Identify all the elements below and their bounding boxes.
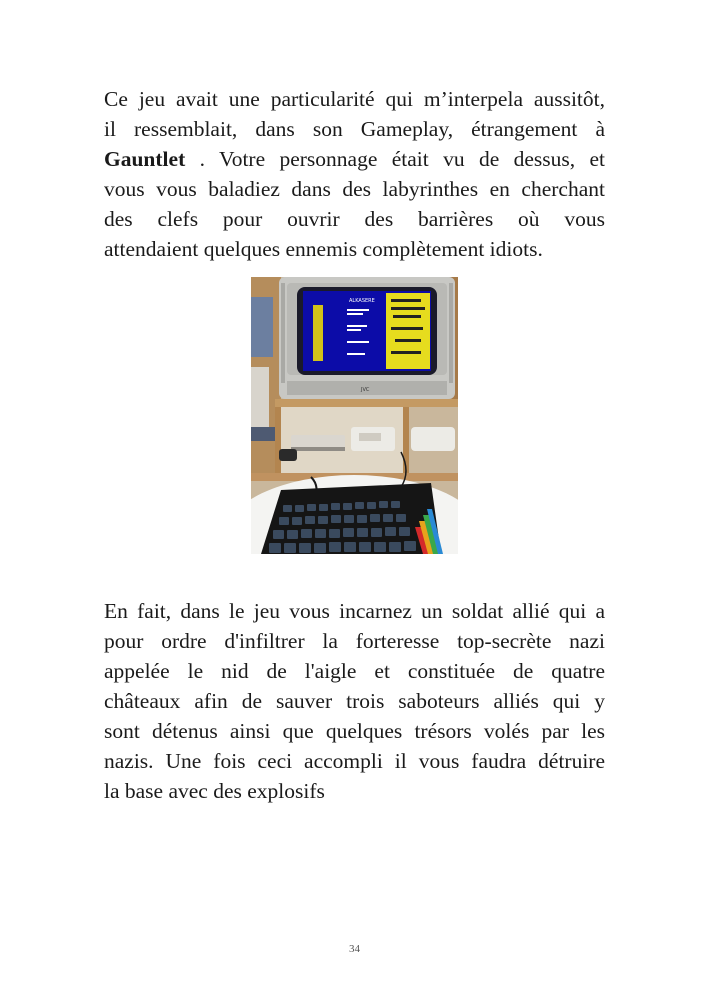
text-line: vous vous baladiez dans des labyrinthes en cherchant <box>104 177 605 201</box>
text-line: des clefs pour ouvrir des barrières où vous <box>104 207 605 231</box>
text-line: il ressemblait, dans son Gameplay, étrangement à <box>104 117 605 141</box>
text-line: pour ordre d'infiltrer la forteresse top-secrète nazi <box>104 629 605 653</box>
text-line: attendaient quelques ennemis complètement idiots. <box>104 237 543 261</box>
screen-title: ALKASERE <box>349 298 375 304</box>
text-line: appelée le nid de l'aigle et constituée de quatre <box>104 659 605 683</box>
game-title-gauntlet: Gauntlet <box>104 147 186 171</box>
tv-icon <box>279 277 455 399</box>
photo-zx-spectrum-setup <box>251 277 458 554</box>
text-line: nazis. Une fois ceci accompli il vous faudra détruire <box>104 749 605 773</box>
text-line: châteaux afin de sauver trois saboteurs alliés qui y <box>104 689 605 713</box>
text-line: la base avec des explosifs <box>104 779 325 803</box>
paragraph-story <box>104 596 605 806</box>
text-line: En fait, dans le jeu vous incarnez un soldat allié qui a <box>104 599 605 623</box>
page-number: 34 <box>349 943 360 955</box>
text-line: Ce jeu avait une particularité qui m’interpela aussitôt, <box>104 87 605 111</box>
keyboard-icon <box>261 483 443 554</box>
paragraph-intro <box>104 84 605 264</box>
text-line: sont détenus ainsi que quelques trésors volés par les <box>104 719 605 743</box>
tv-brand: JVC <box>361 387 370 393</box>
text-line: Gauntlet . Votre personnage était vu de dessus, et <box>104 147 606 171</box>
